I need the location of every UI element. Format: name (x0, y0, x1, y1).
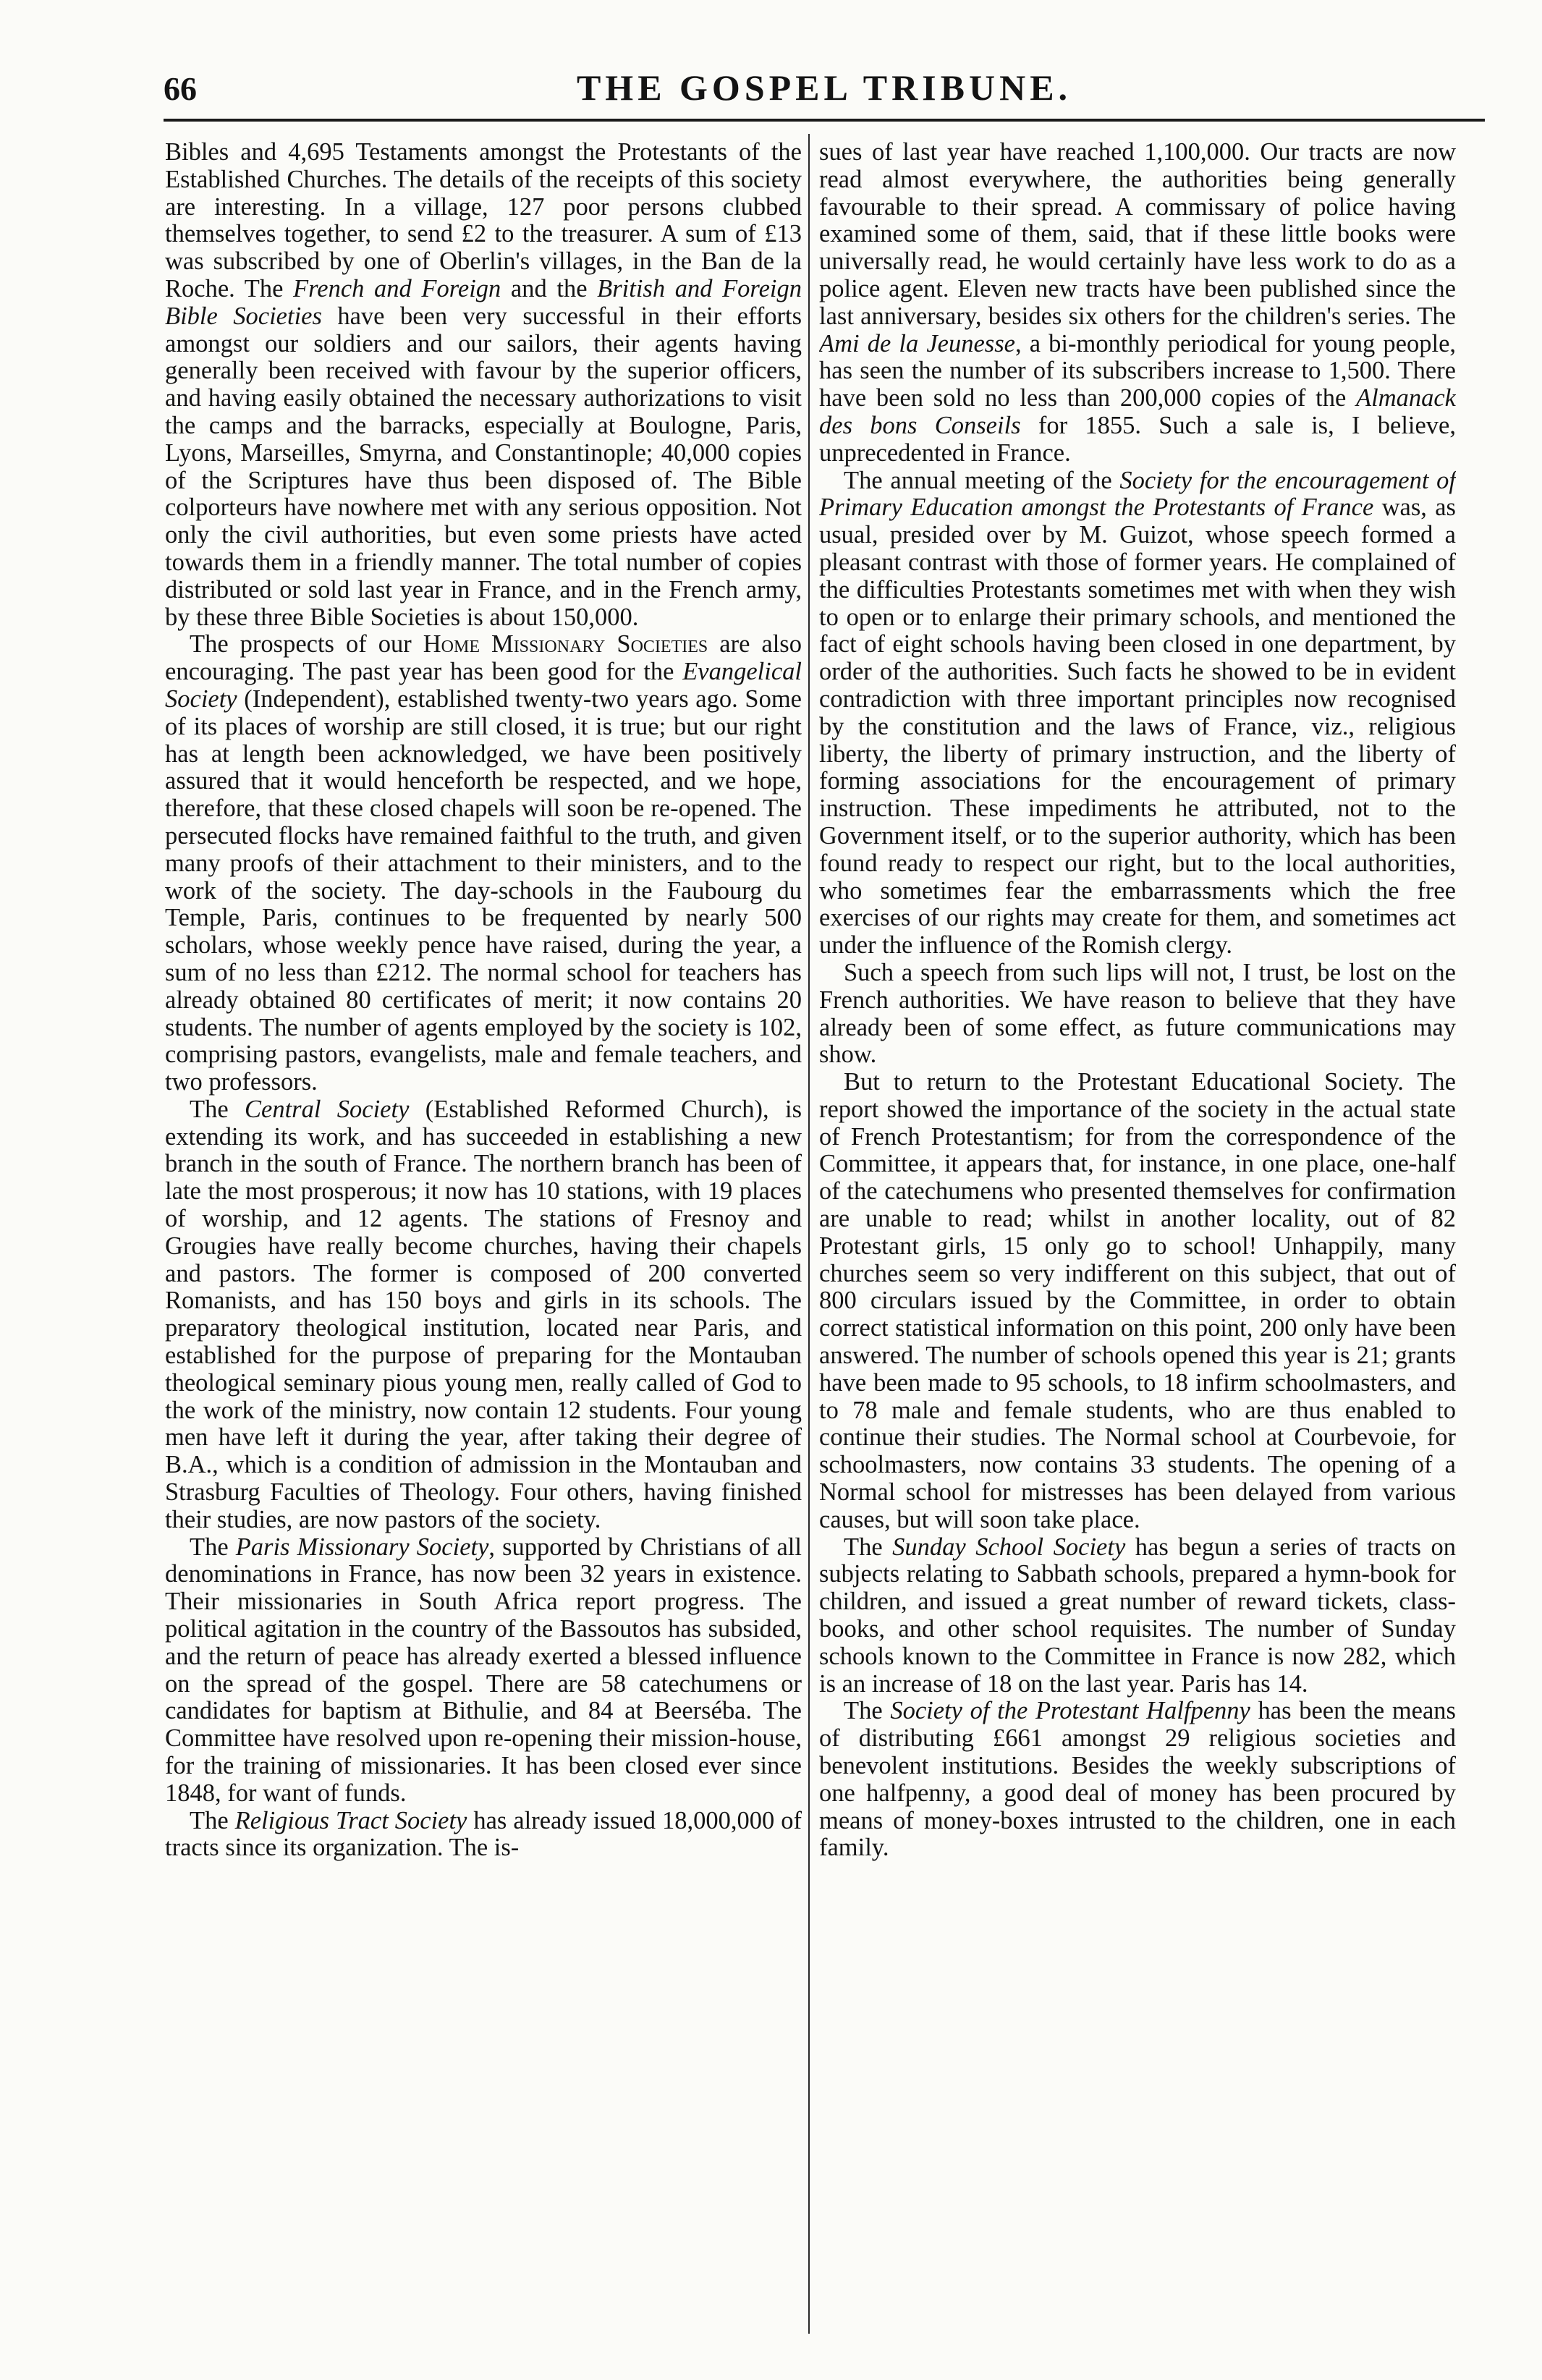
paragraph-bibles: Bibles and 4,695 Testaments amongst the Protestants of the Established Churches. The details of the receipts of this society are interesting. In a village, 127 poor persons clubbed themselves together, to send £2 to the treasurer. A sum of £13 was subscribed by one of Oberlin's villages, in the Ban de la Roche. The French and Foreign and the British and Foreign Bible Societies have been very successful in their efforts amongst our soldiers and our sailors, their agents having generally been received with favour by the superior officers, and having easily obtained the necessary authorizations to visit the camps and the barracks, especially at Boulogne, Paris, Lyons, Marseilles, Smyrna, and Constantinople; 40,000 copies of the Scriptures have thus been disposed of. The Bible colporteurs have nowhere met with any serious opposition. Not only the civil authorities, but even some priests have acted towards them in a friendly manner. The total number of copies distributed or sold last year in France, and in the French army, by these three Bible Societies is about 150,000. (165, 139, 802, 631)
paragraph-paris-missionary: The Paris Missionary Society, supported by Christians of all denominations in France, has now been 32 years in existence. Their missionaries in South Africa report progress. The political agitation in the country of the Bassoutos has subsided, and the return of peace has already exerted a blessed influence on the spread of the gospel. There are 58 catechumens or candidates for baptism at Bithulie, and 84 at Beerséba. The Committee have resolved upon re-opening their mission-house, for the training of missionaries. It has been closed ever since 1848, for want of funds. (165, 1533, 802, 1807)
paragraph-sunday-school: The Sunday School Society has begun a series of tracts on subjects relating to Sabbath schools, prepared a hymn-book for children, and issued a great number of reward tickets, class-books, and other school requisites. The number of Sunday schools known to the Committee in France is now 282, which is an increase of 18 on the last year. Paris has 14. (819, 1533, 1456, 1698)
paragraph-primary-education: The annual meeting of the Society for the encouragement of Primary Education amongst the Protestants of France was, as usual, presided over by M. Guizot, whose speech formed a pleasant contrast with those of former years. He complained of the difficulties Protestants sometimes met with when they wish to open or to enlarge their primary schools, and mentioned the fact of eight schools having been closed in one department, by order of the authorities. Such facts he showed to be in evident contradiction with three important principles now recognised by the constitution and the laws of France, viz., religious liberty, the liberty of primary instruction, and the liberty of forming associations for the encouragement of primary instruction. These impediments he attributed, not to the Government itself, or to the superior authority, which has been found ready to respect our right, but to the local authorities, who sometimes fear the embarrassments which the free exercises of our rights may create for them, and sometimes act under the influence of the Romish clergy. (819, 466, 1456, 960)
paragraph-tract-society: The Religious Tract Society has already issued 18,000,000 of tracts since its organization. The is- (165, 1806, 802, 1862)
right-column (819, 139, 1456, 2332)
journal-title: THE GOSPEL TRIBUNE. (576, 67, 1072, 108)
paragraph-speech: Such a speech from such lips will not, I trust, be lost on the French authorities. We have reason to believe that they have already been of some effect, as future communications may show. (819, 958, 1456, 1069)
paragraph-protestant-halfpenny: The Society of the Protestant Halfpenny has been the means of distributing £661 amongst 29 religious societies and benevolent institutions. Besides the weekly subscriptions of one halfpenny, a good deal of money has been procured by means of money-boxes intrusted to the children, one in each family. (819, 1697, 1456, 1862)
paragraph-home-missionary: The prospects of our Home Missionary Societies are also encouraging. The past year has been good for the Evangelical Society (Independent), established twenty-two years ago. Some of its places of worship are still closed, it is true; but our right has at length been acknowledged, we have been positively assured that it would henceforth be respected, and we hope, therefore, that these closed chapels will soon be re-opened. The persecuted flocks have remained faithful to the truth, and given many proofs of their attachment to their ministers, and to the work of the society. The day-schools in the Faubourg du Temple, Paris, continues to be frequented by nearly 500 scholars, whose weekly pence have raised, during the year, a sum of no less than £212. The normal school for teachers has already obtained 80 certificates of merit; it now contains 20 students. The number of agents employed by the society is 102, comprising pastors, evangelists, male and female teachers, and two professors. (165, 630, 802, 1096)
paragraph-tract-issues: sues of last year have reached 1,100,000. Our tracts are now read almost everywhere, the authorities being generally favourable to their spread. A commissary of police having examined some of them, said, that if these little books were universally read, he would certainly have less work to do as a police agent. Eleven new tracts have been published since the last anniversary, besides six others for the children's series. The Ami de la Jeunesse, a bi-monthly periodical for young people, has seen the number of its subscribers increase to 1,500. There have been sold no less than 200,000 copies of the Almanack des bons Conseils for 1855. Such a sale is, I believe, unprecedented in France. (819, 139, 1456, 467)
paragraph-central-society: The Central Society (Established Reformed Church), is extending its work, and has succeeded in establishing a new branch in the south of France. The northern branch has been of late the most prosperous; it now has 10 stations, with 19 places of worship, and 12 agents. The stations of Fresnoy and Grougies have really become churches, having their chapels and pastors. The former is composed of 200 converted Romanists, and has 150 boys and girls in its schools. The preparatory theological institution, located near Paris, and established for the purpose of preparing for the Montauban theological seminary pious young men, really called of God to the work of the ministry, now contain 12 students. Four young men have left it during the year, after taking their degree of B.A., which is a condition of admission in the Montauban and Strasburg Faculties of Theology. Four others, having finished their studies, are now pastors of the society. (165, 1095, 802, 1533)
paragraph-educational-society: But to return to the Protestant Educational Society. The report showed the importance of the society in the actual state of French Protestantism; for from the correspondence of the Committee, it appears that, for instance, in one place, one-half of the catechumens who presented themselves for confirmation are unable to read; whilst in another locality, out of 82 Protestant girls, 15 only go to school! Unhappily, many churches seem so very indifferent on this subject, that out of 800 circulars issued by the Committee, in order to obtain correct statistical information on this point, 200 only have been answered. The number of schools opened this year is 21; grants have been made to 95 schools, to 18 infirm schoolmasters, and to 78 male and female students, who are thus enabled to continue their studies. The Normal school at Courbevoie, for schoolmasters, now contains 33 students. The opening of a Normal school for mistresses has been delayed from various causes, but will soon take place. (819, 1068, 1456, 1533)
left-column (165, 139, 802, 2332)
column-divider (808, 134, 810, 2334)
page-number: 66 (164, 70, 197, 107)
page-header (164, 61, 1485, 122)
